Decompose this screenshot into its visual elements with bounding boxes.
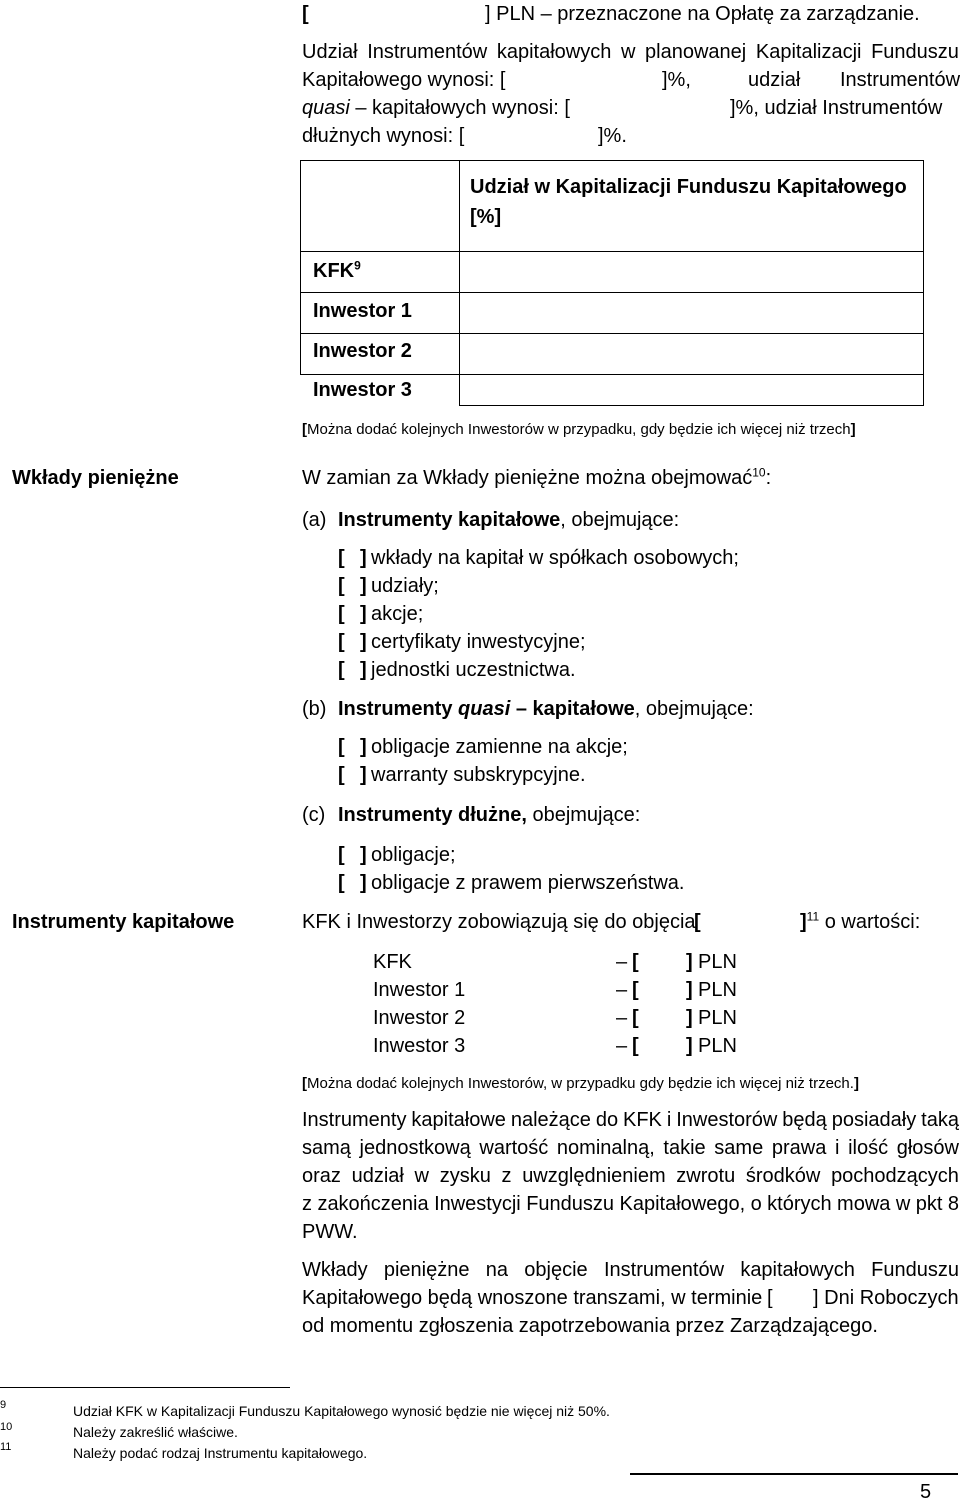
footnote-number: 11 bbox=[0, 1441, 12, 1453]
wklady-item-c: (c) Instrumenty dłużne, obejmujące: bbox=[302, 804, 641, 826]
allocation-row: KFK – [ ] PLN bbox=[373, 951, 737, 973]
section-heading-wklady: Wkłady pieniężne bbox=[12, 467, 179, 489]
table-row-label: Inwestor 3 bbox=[313, 379, 412, 401]
paragraph-line: samą jednostkową wartość nominalną, takie same prawa i ilość głosów bbox=[302, 1137, 959, 1159]
table-header-line-1: Udział w Kapitalizacji Funduszu Kapitałowego bbox=[470, 176, 907, 198]
instrumenty-lead: KFK i Inwestorzy zobowiązują się do objęcia bbox=[302, 911, 696, 933]
table-row-value bbox=[459, 374, 924, 406]
intro-para-line-2c: udział bbox=[748, 69, 801, 91]
paragraph-line: PWW. bbox=[302, 1221, 358, 1243]
checklist-item: [ ] obligacje z prawem pierwszeństwa. bbox=[338, 872, 685, 894]
section-heading-instrumenty: Instrumenty kapitałowe bbox=[12, 911, 235, 933]
intro-para-line-3: quasi – kapitałowych wynosi: [ bbox=[302, 97, 570, 119]
checklist-item: [ ] akcje; bbox=[338, 603, 424, 625]
intro-para-line-2b: ]%, bbox=[662, 69, 691, 91]
wklady-item-a: (a) Instrumenty kapitałowe, obejmujące: bbox=[302, 509, 680, 531]
paragraph-line-tail: ] Dni Roboczych bbox=[813, 1287, 959, 1309]
table-row bbox=[300, 333, 460, 375]
table-corner-cell bbox=[300, 160, 460, 252]
intro-line-opłata: [ ] PLN – przeznaczone na Opłatę za zarządzanie. bbox=[302, 3, 920, 25]
footnote-text: Należy zakreślić właściwe. bbox=[73, 1424, 238, 1440]
table-row bbox=[300, 292, 460, 334]
table-row-label: Inwestor 1 bbox=[313, 300, 412, 322]
table-header-cell bbox=[459, 160, 924, 252]
checklist-item: [ ] obligacje zamienne na akcje; bbox=[338, 736, 628, 758]
intro-para-line-2d: Instrumentów bbox=[840, 69, 960, 91]
footnote-number: 10 bbox=[0, 1421, 13, 1433]
paragraph-line: z zakończenia Inwestycji Funduszu Kapitałowego, o których mowa w pkt 8 bbox=[302, 1193, 959, 1215]
page-number: 5 bbox=[920, 1481, 932, 1503]
paragraph-line: Kapitałowego będą wnoszone transzami, w terminie bbox=[302, 1287, 763, 1309]
intro-para-line-2: Kapitałowego wynosi: [ bbox=[302, 69, 506, 91]
paragraph-line: od momentu zgłoszenia zapotrzebowania przez Zarządzającego. bbox=[302, 1315, 878, 1337]
paragraph-line-bracket-open: [ bbox=[767, 1287, 773, 1309]
checklist-item: [ ] wkłady na kapitał w spółkach osobowych; bbox=[338, 547, 739, 569]
checklist-item: [ ] certyfikaty inwestycyjne; bbox=[338, 631, 586, 653]
table-row-label: Inwestor 2 bbox=[313, 340, 412, 362]
instrumenty-note: [Można dodać kolejnych Inwestorów, w przypadku gdy będzie ich więcej niż trzech.] bbox=[302, 1075, 859, 1092]
wklady-intro: W zamian za Wkłady pieniężne można obejmować$^{10}$: bbox=[302, 465, 772, 489]
instrumenty-lead-close: ]$^{11}$ o wartości: bbox=[800, 909, 921, 933]
intro-para-line-4: dłużnych wynosi: [ bbox=[302, 125, 465, 147]
intro-para-line-4b: ]%. bbox=[598, 125, 627, 147]
wklady-item-b: (b) Instrumenty quasi – kapitałowe, obejmujące: bbox=[302, 698, 754, 720]
allocation-row: Inwestor 2 – [ ] PLN bbox=[373, 1007, 737, 1029]
footnote-text: Należy podać rodzaj Instrumentu kapitałowego. bbox=[73, 1445, 368, 1461]
allocation-row: Inwestor 3 – [ ] PLN bbox=[373, 1035, 737, 1057]
table-row bbox=[300, 251, 460, 293]
checklist-item: [ ] jednostki uczestnictwa. bbox=[338, 659, 576, 681]
table-header-line-2: [%] bbox=[470, 206, 502, 228]
footnote-separator bbox=[0, 1387, 290, 1388]
table-row-label: KFK$^9$ bbox=[313, 258, 361, 282]
table-row-value bbox=[459, 333, 924, 375]
intro-para-line-3b: ]%, udział Instrumentów bbox=[730, 97, 943, 119]
table-row-value bbox=[459, 251, 924, 293]
allocation-row: Inwestor 1 – [ ] PLN bbox=[373, 979, 737, 1001]
checklist-item: [ ] udziały; bbox=[338, 575, 439, 597]
page-number-rule bbox=[630, 1473, 958, 1475]
table-note: [Można dodać kolejnych Inwestorów w przypadku, gdy będzie ich więcej niż trzech] bbox=[302, 421, 856, 438]
checklist-item: [ ] obligacje; bbox=[338, 844, 456, 866]
footnote-text: Udział KFK w Kapitalizacji Funduszu Kapitałowego wynosić będzie nie więcej niż 50%. bbox=[73, 1403, 610, 1419]
paragraph-line: oraz udział w zysku z uwzględnieniem zwrotu środków pochodzących bbox=[302, 1165, 959, 1187]
table-row-value bbox=[459, 292, 924, 334]
intro-para-line-1: Udział Instrumentów kapitałowych w planowanej Kapitalizacji Funduszu bbox=[302, 41, 959, 63]
instrumenty-lead-open: [ bbox=[694, 911, 701, 933]
footnote-number: 9 bbox=[0, 1399, 7, 1411]
table-row bbox=[300, 374, 460, 406]
checklist-item: [ ] warranty subskrypcyjne. bbox=[338, 764, 586, 786]
paragraph-line: Instrumenty kapitałowe należące do KFK i Inwestorów będą posiadały taką bbox=[302, 1109, 959, 1131]
paragraph-line: Wkłady pieniężne na objęcie Instrumentów kapitałowych Funduszu bbox=[302, 1259, 959, 1281]
